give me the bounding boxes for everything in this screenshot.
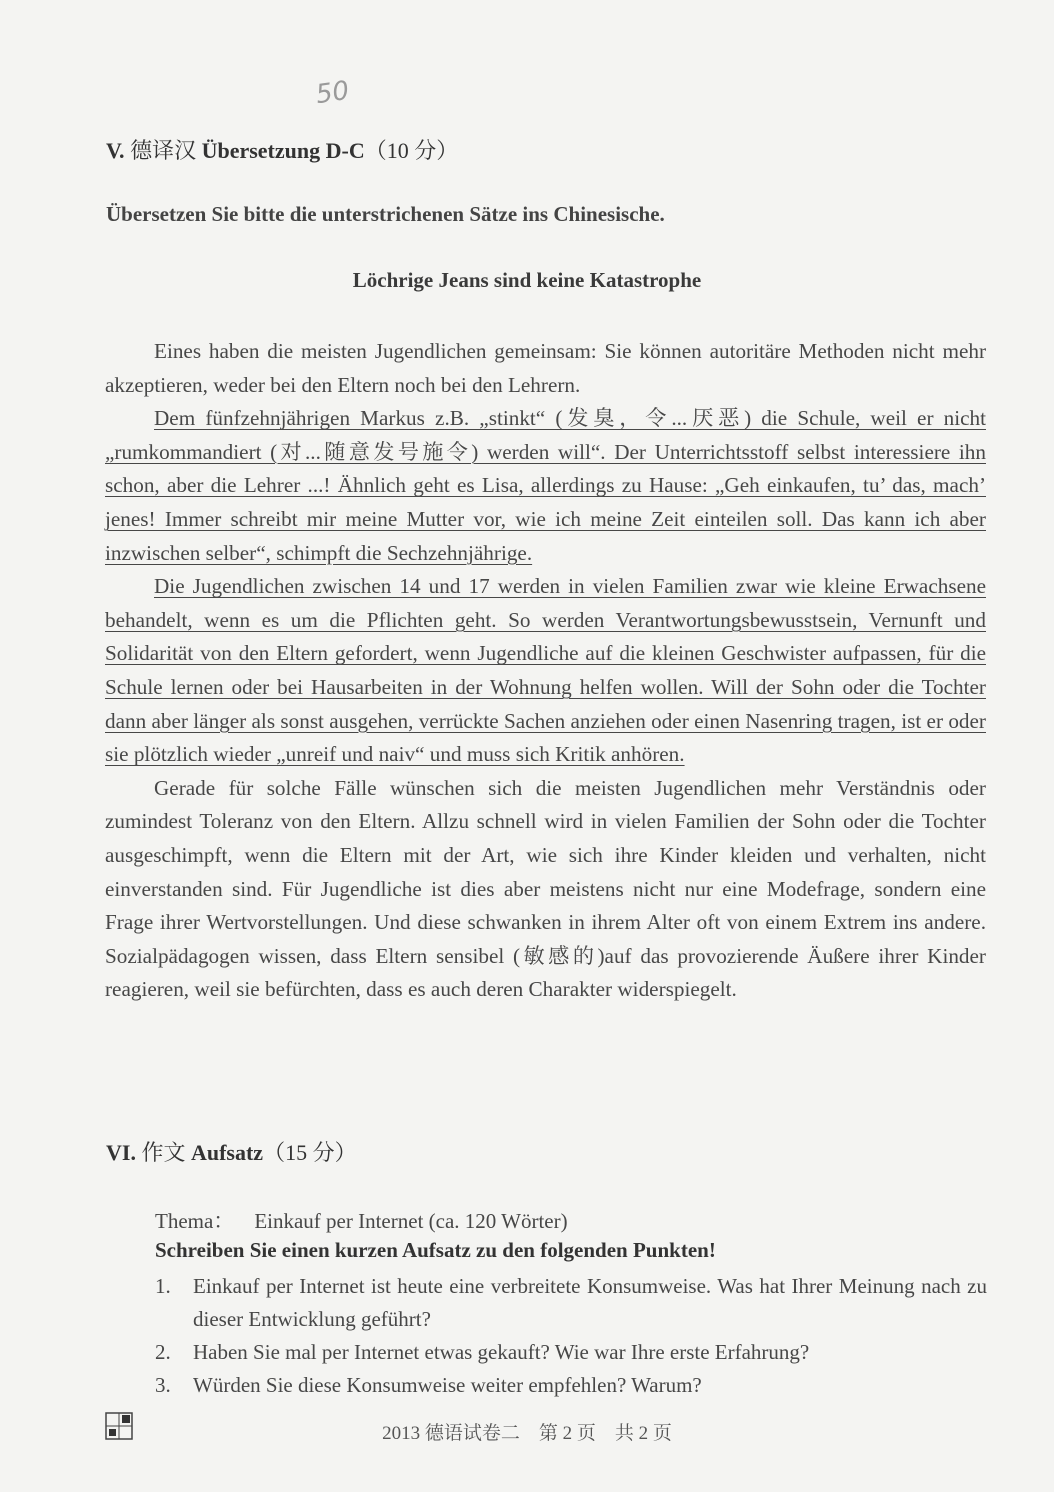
point-text: Würden Sie diese Konsumweise weiter empfehlen? Warum? <box>193 1373 702 1397</box>
list-item <box>155 1336 987 1369</box>
section-5-points: （10 分） <box>364 138 459 163</box>
point-number: 3. <box>155 1373 171 1397</box>
point-number: 2. <box>155 1340 171 1364</box>
essay-topic <box>155 1205 568 1235</box>
section-5-title-zh: 德译汉 <box>130 138 197 163</box>
handwritten-score: 50 <box>314 75 352 111</box>
paragraph-underlined <box>105 570 986 772</box>
section-6-points: （15 分） <box>263 1140 357 1165</box>
section-5-heading <box>106 134 458 165</box>
paragraph-text: Gerade für solche Fälle wünschen sich die meisten Jugendlichen mehr Verständnis oder zumindest Toleranz von den Eltern. Allzu schnell wird in vielen Familien der Sohn oder die Tochter ausgeschimpft, wenn die Eltern mit der Art, wie sich ihre Kinder kleiden und verhalten, nicht einverstanden sind. Für Jugendliche ist dies aber meistens nicht nur eine Modefrage, sondern eine Frage ihrer Wertvorstellungen. Und diese schwanken in ihrem Alter oft von einem Extrem ins andere. Sozialpädagogen wissen, dass Eltern sensibel (敏感的)auf das provozierende Äußere ihrer Kinder reagieren, weil sie befürchten, dass es auch deren Charakter widerspiegelt. <box>105 775 986 1002</box>
paragraph-text: Eines haben die meisten Jugendlichen gemeinsam: Sie können autoritäre Methoden nicht mehr akzeptieren, weder bei den Eltern noch bei den Lehrern. <box>105 339 986 397</box>
thema-text: Einkauf per Internet (ca. 120 Wörter) <box>254 1209 568 1233</box>
section-6-heading <box>106 1136 357 1167</box>
underlined-text: Dem fünfzehnjährigen Markus z.B. „stinkt“ (发臭，令...厌恶) die Schule, weil er nicht „rumkommandiert (对...随意发号施令) werden will“. Der Unterrichtsstoff selbst interessiere ihn schon, aber die Lehrer ...! Ähnlich geht es Lisa, allerdings zu Hause: „Geh einkaufen, tu’ das, mach’ jenes! Immer schreibt mir meine Mutter vor, wie ich meine Zeit einteilen soll. Das kann ich aber inzwischen selber“, schimpft die Sechzehnjährige. <box>105 406 986 565</box>
thema-label: Thema： <box>155 1209 235 1233</box>
article-body <box>105 335 986 1007</box>
list-item <box>155 1270 987 1336</box>
point-text: Haben Sie mal per Internet etwas gekauft? Wie war Ihre erste Erfahrung? <box>193 1340 810 1364</box>
paragraph <box>105 335 986 402</box>
paragraph <box>105 772 986 1007</box>
essay-points-list <box>155 1270 987 1402</box>
section-6-title-de: Aufsatz <box>190 1140 264 1165</box>
underlined-text: Die Jugendlichen zwischen 14 und 17 werden in vielen Familien zwar wie kleine Erwachsene behandelt, wenn es um die Pflichten geht. So werden Verantwortungsbewusstsein, Vernunft und Solidarität von den Eltern gefordert, wenn Jugendliche auf die kleinen Geschwister aufpassen, für die Schule lernen oder bei Hausarbeiten in der Wohnung helfen wollen. Will der Sohn oder die Tochter dann aber länger als sonst ausgehen, verrückte Sachen anziehen oder einen Nasenring tragen, ist er oder sie plötzlich wieder „unreif und naiv“ und muss sich Kritik anhören. <box>105 574 986 767</box>
section-6-number: VI. <box>106 1140 136 1165</box>
page-footer: 2013 德语试卷二 第 2 页 共 2 页 <box>382 1423 672 1444</box>
section-5-title-de: Übersetzung D-C <box>201 138 365 163</box>
list-item <box>155 1369 987 1402</box>
paragraph-underlined <box>105 402 986 570</box>
section-6-title-zh: 作文 <box>141 1140 186 1165</box>
section-5-number: V. <box>106 138 125 163</box>
point-text: Einkauf per Internet ist heute eine verbreitete Konsumweise. Was hat Ihrer Meinung nach zu dieser Entwicklung geführt? <box>193 1274 987 1331</box>
article-title: Löchrige Jeans sind keine Katastrophe <box>352 268 702 292</box>
translation-instruction: Übersetzen Sie bitte die unterstrichenen Sätze ins Chinesische. <box>106 202 665 226</box>
point-number: 1. <box>155 1274 171 1298</box>
essay-task: Schreiben Sie einen kurzen Aufsatz zu den folgenden Punkten! <box>155 1238 716 1262</box>
